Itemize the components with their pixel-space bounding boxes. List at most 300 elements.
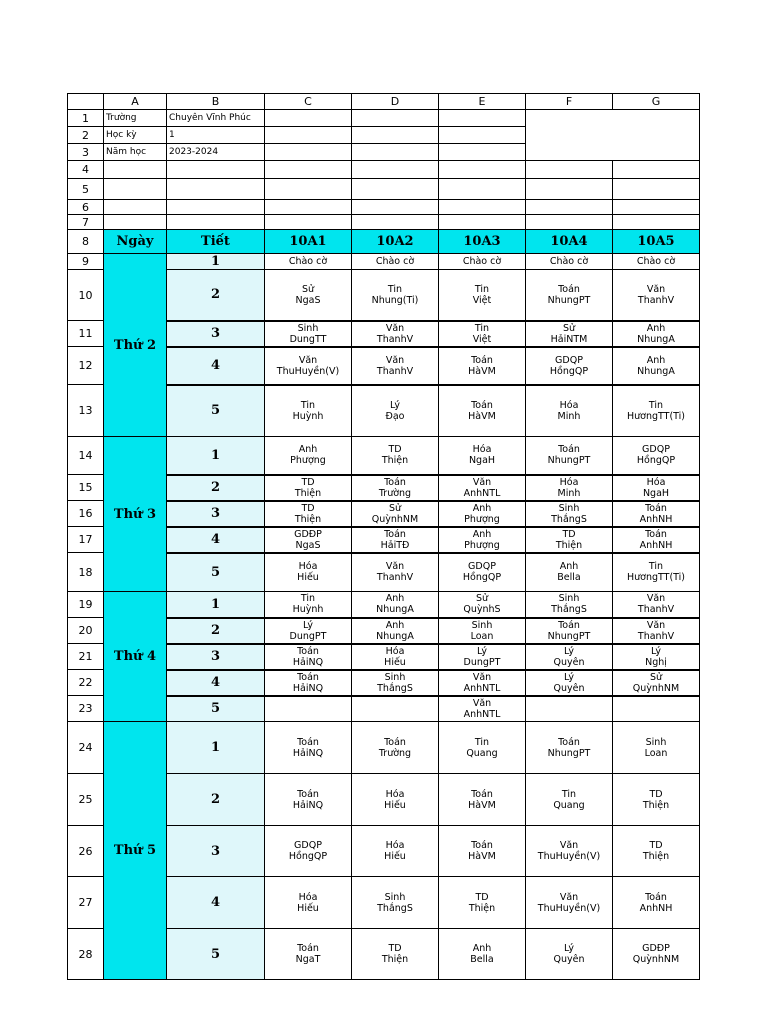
row-number[interactable]: 27: [68, 877, 104, 929]
schedule-cell[interactable]: [439, 696, 526, 722]
subject-text: TD: [388, 444, 402, 456]
cell[interactable]: [167, 161, 265, 179]
schedule-cell[interactable]: [352, 501, 439, 527]
cell[interactable]: [439, 144, 526, 161]
cell[interactable]: [613, 179, 700, 200]
schedule-cell[interactable]: [265, 347, 352, 385]
cell[interactable]: [265, 110, 352, 127]
teacher-text: Phượng: [464, 513, 500, 525]
cell[interactable]: [167, 215, 265, 230]
schedule-cell[interactable]: [352, 696, 439, 722]
teacher-text: ThắngS: [377, 682, 413, 694]
semester-label[interactable]: Học kỳ: [104, 127, 167, 144]
class-header-10a4[interactable]: 10A4: [526, 230, 613, 254]
column-header-f[interactable]: F: [526, 94, 613, 110]
period-cell[interactable]: 2: [167, 618, 265, 644]
teacher-text: ThanhV: [376, 333, 414, 345]
teacher-text: AnhNTL: [463, 682, 501, 694]
row-number[interactable]: 10: [68, 270, 104, 321]
schedule-cell[interactable]: [265, 553, 352, 592]
schedule-cell[interactable]: [352, 385, 439, 437]
schedule-cell[interactable]: [439, 592, 526, 618]
schedule-cell[interactable]: [613, 553, 700, 592]
period-cell[interactable]: 1: [167, 722, 265, 774]
subject-text: Sử: [475, 593, 489, 605]
row-number[interactable]: 18: [68, 553, 104, 592]
cell[interactable]: [526, 200, 613, 215]
subject-text: Anh: [385, 619, 405, 631]
cell[interactable]: [439, 215, 526, 230]
period-cell[interactable]: 1: [167, 254, 265, 270]
schedule-cell[interactable]: [265, 437, 352, 475]
row-number[interactable]: 5: [68, 179, 104, 200]
cell[interactable]: [526, 179, 613, 200]
cell[interactable]: [439, 200, 526, 215]
column-header-g[interactable]: G: [613, 94, 700, 110]
cell[interactable]: [265, 215, 352, 230]
subject-text: Lý: [563, 943, 575, 954]
subject-text: Hóa: [385, 645, 405, 657]
schedule-cell[interactable]: [265, 475, 352, 501]
period-cell[interactable]: 2: [167, 774, 265, 826]
subject-text: Anh: [646, 354, 666, 366]
schedule-cell[interactable]: [439, 347, 526, 385]
schedule-cell[interactable]: [613, 618, 700, 644]
cell[interactable]: [352, 179, 439, 200]
teacher-text: QuỳnhNM: [371, 513, 419, 525]
schedule-cell[interactable]: [352, 670, 439, 696]
cell[interactable]: [265, 127, 352, 144]
subject-text: GDQP: [468, 561, 496, 573]
subject-text: Tin: [300, 593, 316, 605]
schedule-cell[interactable]: [526, 644, 613, 670]
schedule-cell[interactable]: [613, 270, 700, 321]
teacher-text: Phượng: [290, 455, 326, 467]
subject-text: Sử: [649, 671, 663, 683]
schedule-cell[interactable]: [613, 826, 700, 877]
teacher-text: Quang: [553, 799, 585, 811]
subject-text: Chào cờ: [462, 256, 502, 267]
subject-text: Hóa: [646, 476, 666, 488]
teacher-text: NgaT: [295, 954, 321, 965]
schedule-cell[interactable]: [526, 527, 613, 553]
cell[interactable]: [352, 144, 439, 161]
period-cell[interactable]: 2: [167, 270, 265, 321]
teacher-text: Trường: [378, 747, 412, 759]
semester-value[interactable]: 1: [167, 127, 265, 144]
subject-text: Toán: [297, 645, 319, 657]
schedule-cell[interactable]: [613, 696, 700, 722]
cell[interactable]: [439, 179, 526, 200]
teacher-text: ThuHuyền(V): [537, 902, 601, 914]
row-number[interactable]: 20: [68, 618, 104, 644]
schedule-cell[interactable]: [613, 877, 700, 929]
subject-text: Toán: [297, 671, 319, 683]
schedule-cell[interactable]: [265, 321, 352, 347]
schedule-cell[interactable]: [613, 437, 700, 475]
teacher-text: ThanhV: [637, 604, 675, 616]
schedule-cell[interactable]: [439, 254, 526, 270]
schedule-cell[interactable]: [352, 722, 439, 774]
cell[interactable]: [265, 200, 352, 215]
schedule-cell[interactable]: [439, 321, 526, 347]
schedule-cell[interactable]: [265, 501, 352, 527]
schedule-cell[interactable]: [613, 774, 700, 826]
class-header-10a1[interactable]: 10A1: [265, 230, 352, 254]
schedule-cell[interactable]: [439, 929, 526, 980]
schedule-cell[interactable]: [439, 618, 526, 644]
class-header-10a5[interactable]: 10A5: [613, 230, 700, 254]
subject-text: Hóa: [298, 891, 318, 903]
subject-text: GDĐP: [294, 528, 322, 540]
schedule-cell[interactable]: [439, 670, 526, 696]
schedule-cell[interactable]: [352, 321, 439, 347]
period-cell[interactable]: 3: [167, 826, 265, 877]
column-header-b[interactable]: B: [167, 94, 265, 110]
subject-text: Toán: [384, 736, 406, 748]
schedule-cell[interactable]: [265, 644, 352, 670]
subject-text: Lý: [302, 619, 314, 631]
schedule-cell[interactable]: [265, 929, 352, 980]
schedule-cell[interactable]: [352, 553, 439, 592]
column-header-a[interactable]: A: [104, 94, 167, 110]
period-cell[interactable]: 4: [167, 670, 265, 696]
schedule-cell[interactable]: [439, 527, 526, 553]
subject-text: Lý: [563, 645, 575, 657]
teacher-text: Nghị: [645, 656, 667, 668]
teacher-text: Nhung(Ti): [371, 294, 419, 306]
schedule-cell[interactable]: [439, 644, 526, 670]
schedule-cell[interactable]: [352, 644, 439, 670]
schedule-cell[interactable]: [439, 501, 526, 527]
teacher-text: Thiện: [381, 954, 409, 965]
subject-text: Văn: [385, 354, 405, 366]
period-cell[interactable]: 5: [167, 385, 265, 437]
period-cell[interactable]: 3: [167, 644, 265, 670]
day-header[interactable]: Ngày: [104, 230, 167, 254]
teacher-text: NgaH: [642, 487, 670, 499]
period-cell[interactable]: 5: [167, 696, 265, 722]
schedule-cell[interactable]: [526, 254, 613, 270]
schedule-cell[interactable]: [352, 347, 439, 385]
teacher-text: HảiNQ: [292, 682, 324, 694]
schedule-cell[interactable]: [352, 527, 439, 553]
period-cell[interactable]: 4: [167, 877, 265, 929]
schedule-cell[interactable]: [526, 826, 613, 877]
teacher-text: Hiếu: [384, 851, 406, 862]
teacher-text: Việt: [472, 294, 492, 306]
day-cell[interactable]: Thứ 3: [104, 437, 167, 592]
cell[interactable]: [352, 200, 439, 215]
schedule-cell[interactable]: [526, 475, 613, 501]
row-number[interactable]: 15: [68, 475, 104, 501]
teacher-text: Thiện: [294, 487, 322, 499]
cell[interactable]: [104, 215, 167, 230]
year-label[interactable]: Năm học: [104, 144, 167, 161]
column-header-e[interactable]: E: [439, 94, 526, 110]
subject-text: Văn: [472, 671, 492, 683]
schedule-cell[interactable]: [265, 670, 352, 696]
schedule-cell[interactable]: [613, 385, 700, 437]
subject-text: Toán: [558, 444, 580, 456]
merged-cell[interactable]: [526, 110, 700, 161]
row-number[interactable]: 12: [68, 347, 104, 385]
schedule-cell[interactable]: [613, 347, 700, 385]
schedule-cell[interactable]: [526, 321, 613, 347]
schedule-cell[interactable]: [352, 826, 439, 877]
row-number[interactable]: 17: [68, 527, 104, 553]
cell[interactable]: [104, 179, 167, 200]
teacher-text: Minh: [557, 410, 581, 422]
cell[interactable]: [352, 161, 439, 179]
schedule-cell[interactable]: [265, 696, 352, 722]
cell[interactable]: [167, 200, 265, 215]
schedule-cell[interactable]: [613, 722, 700, 774]
row-number[interactable]: 28: [68, 929, 104, 980]
cell[interactable]: [439, 127, 526, 144]
subject-text: Chào cờ: [375, 256, 415, 267]
period-cell[interactable]: 5: [167, 553, 265, 592]
teacher-text: Loan: [644, 747, 668, 759]
subject-text: TD: [301, 476, 315, 488]
subject-text: TD: [301, 502, 315, 514]
cell[interactable]: [613, 215, 700, 230]
schedule-cell[interactable]: [439, 774, 526, 826]
row-number[interactable]: 3: [68, 144, 104, 161]
schedule-cell[interactable]: [526, 270, 613, 321]
schedule-cell[interactable]: [613, 527, 700, 553]
schedule-cell[interactable]: [439, 475, 526, 501]
schedule-cell[interactable]: [439, 877, 526, 929]
schedule-cell[interactable]: [439, 722, 526, 774]
subject-text: Lý: [389, 399, 401, 411]
cell[interactable]: [167, 179, 265, 200]
period-cell[interactable]: 2: [167, 475, 265, 501]
schedule-cell[interactable]: [265, 722, 352, 774]
schedule-cell[interactable]: [613, 592, 700, 618]
schedule-cell[interactable]: [526, 670, 613, 696]
cell[interactable]: [613, 161, 700, 179]
teacher-text: HồngQP: [549, 365, 589, 377]
cell[interactable]: [526, 161, 613, 179]
teacher-text: AnhNH: [639, 539, 673, 551]
schedule-cell[interactable]: [265, 254, 352, 270]
subject-text: Văn: [646, 283, 666, 295]
schedule-cell[interactable]: [265, 385, 352, 437]
cell[interactable]: [439, 110, 526, 127]
period-cell[interactable]: 1: [167, 437, 265, 475]
schedule-cell[interactable]: [352, 774, 439, 826]
row-number[interactable]: 16: [68, 501, 104, 527]
schedule-cell[interactable]: [526, 774, 613, 826]
schedule-cell[interactable]: [439, 270, 526, 321]
row-number[interactable]: 2: [68, 127, 104, 144]
teacher-text: Thiện: [468, 902, 496, 914]
subject-text: Hóa: [385, 840, 405, 851]
row-number[interactable]: 26: [68, 826, 104, 877]
schedule-cell[interactable]: [526, 553, 613, 592]
subject-text: Anh: [298, 444, 318, 456]
column-header-c[interactable]: C: [265, 94, 352, 110]
subject-text: Sử: [562, 322, 576, 334]
schedule-cell[interactable]: [265, 527, 352, 553]
schedule-cell[interactable]: [613, 670, 700, 696]
schedule-cell[interactable]: [526, 501, 613, 527]
schedule-cell[interactable]: [526, 722, 613, 774]
day-cell[interactable]: Thứ 5: [104, 722, 167, 980]
schedule-cell[interactable]: [265, 270, 352, 321]
period-cell[interactable]: 5: [167, 929, 265, 980]
teacher-text: Thiện: [555, 539, 583, 551]
schedule-cell[interactable]: [352, 929, 439, 980]
schedule-cell[interactable]: [613, 929, 700, 980]
cell[interactable]: [104, 161, 167, 179]
row-number[interactable]: 14: [68, 437, 104, 475]
subject-text: Văn: [559, 891, 579, 903]
subject-text: Tin: [561, 788, 577, 800]
schedule-cell[interactable]: [526, 877, 613, 929]
schedule-cell[interactable]: [352, 254, 439, 270]
schedule-cell[interactable]: [352, 270, 439, 321]
year-value[interactable]: 2023-2024: [167, 144, 265, 161]
schedule-cell[interactable]: [352, 618, 439, 644]
subject-text: Sinh: [384, 891, 406, 903]
subject-text: TD: [649, 840, 663, 851]
schedule-cell[interactable]: [526, 696, 613, 722]
class-header-10a2[interactable]: 10A2: [352, 230, 439, 254]
corner-cell[interactable]: [68, 94, 104, 110]
schedule-cell[interactable]: [526, 592, 613, 618]
teacher-text: HảiNQ: [292, 799, 324, 811]
schedule-cell[interactable]: [439, 826, 526, 877]
schedule-cell[interactable]: [439, 437, 526, 475]
schedule-cell[interactable]: [439, 385, 526, 437]
teacher-text: ThuHuyền(V): [537, 851, 601, 862]
period-cell[interactable]: 3: [167, 501, 265, 527]
subject-text: TD: [388, 943, 402, 954]
teacher-text: HươngTT(Ti): [626, 410, 686, 422]
schedule-cell[interactable]: [613, 644, 700, 670]
subject-text: Tin: [474, 322, 490, 334]
teacher-text: QuỳnhNM: [632, 954, 680, 965]
subject-text: Toán: [558, 283, 580, 295]
period-cell[interactable]: 4: [167, 527, 265, 553]
row-number[interactable]: 22: [68, 670, 104, 696]
row-number[interactable]: 21: [68, 644, 104, 670]
period-cell[interactable]: 1: [167, 592, 265, 618]
class-header-10a3[interactable]: 10A3: [439, 230, 526, 254]
schedule-cell[interactable]: [265, 774, 352, 826]
row-number[interactable]: 23: [68, 696, 104, 722]
subject-text: TD: [475, 891, 489, 903]
teacher-text: NhungPT: [547, 455, 591, 467]
school-value[interactable]: Chuyên Vĩnh Phúc: [167, 110, 265, 127]
period-cell[interactable]: 4: [167, 347, 265, 385]
cell[interactable]: [439, 161, 526, 179]
school-label[interactable]: Trường: [104, 110, 167, 127]
schedule-cell[interactable]: [613, 254, 700, 270]
schedule-cell[interactable]: [352, 592, 439, 618]
cell[interactable]: [104, 200, 167, 215]
day-cell[interactable]: Thứ 2: [104, 254, 167, 437]
teacher-text: AnhNTL: [463, 708, 501, 720]
schedule-cell[interactable]: [526, 347, 613, 385]
schedule-cell[interactable]: [526, 437, 613, 475]
schedule-cell[interactable]: [352, 437, 439, 475]
teacher-text: ThanhV: [376, 365, 414, 377]
teacher-text: NhungA: [637, 365, 675, 377]
row-number[interactable]: 11: [68, 321, 104, 347]
row-number[interactable]: 13: [68, 385, 104, 437]
period-header[interactable]: Tiết: [167, 230, 265, 254]
schedule-cell[interactable]: [352, 475, 439, 501]
cell[interactable]: [613, 200, 700, 215]
day-cell[interactable]: Thứ 4: [104, 592, 167, 722]
schedule-cell[interactable]: [352, 877, 439, 929]
cell[interactable]: [352, 127, 439, 144]
subject-text: Văn: [385, 561, 405, 573]
subject-text: Văn: [298, 354, 318, 366]
subject-text: GDQP: [294, 840, 322, 851]
teacher-text: Đạo: [385, 410, 405, 422]
row-number[interactable]: 8: [68, 230, 104, 254]
schedule-cell[interactable]: [526, 385, 613, 437]
row-number[interactable]: 1: [68, 110, 104, 127]
teacher-text: NgaS: [295, 539, 321, 551]
subject-text: Toán: [645, 891, 667, 903]
row-number[interactable]: 4: [68, 161, 104, 179]
cell[interactable]: [265, 179, 352, 200]
schedule-cell[interactable]: [265, 618, 352, 644]
teacher-text: HồngQP: [288, 851, 328, 862]
cell[interactable]: [265, 144, 352, 161]
row-number[interactable]: 7: [68, 215, 104, 230]
schedule-cell[interactable]: [265, 877, 352, 929]
subject-text: Tin: [648, 399, 664, 411]
row-number[interactable]: 25: [68, 774, 104, 826]
cell[interactable]: [352, 215, 439, 230]
schedule-cell[interactable]: [265, 592, 352, 618]
cell[interactable]: [352, 110, 439, 127]
subject-text: Toán: [471, 840, 493, 851]
teacher-text: Việt: [472, 333, 492, 345]
teacher-text: ThắngS: [551, 513, 587, 525]
row-number[interactable]: 6: [68, 200, 104, 215]
subject-text: Anh: [646, 322, 666, 334]
subject-text: Toán: [558, 736, 580, 748]
schedule-cell[interactable]: [526, 618, 613, 644]
schedule-cell[interactable]: [613, 501, 700, 527]
row-number[interactable]: 19: [68, 592, 104, 618]
teacher-text: NhungPT: [547, 747, 591, 759]
period-cell[interactable]: 3: [167, 321, 265, 347]
cell[interactable]: [265, 161, 352, 179]
schedule-cell[interactable]: [526, 929, 613, 980]
schedule-cell[interactable]: [265, 826, 352, 877]
row-number[interactable]: 9: [68, 254, 104, 270]
schedule-cell[interactable]: [439, 553, 526, 592]
subject-text: Lý: [563, 671, 575, 683]
teacher-text: HảiTĐ: [380, 539, 410, 551]
subject-text: GDĐP: [642, 943, 670, 954]
subject-text: Hóa: [472, 444, 492, 456]
cell[interactable]: [526, 215, 613, 230]
subject-text: Sinh: [384, 671, 406, 683]
row-number[interactable]: 24: [68, 722, 104, 774]
schedule-cell[interactable]: [613, 321, 700, 347]
column-header-d[interactable]: D: [352, 94, 439, 110]
schedule-cell[interactable]: [613, 475, 700, 501]
